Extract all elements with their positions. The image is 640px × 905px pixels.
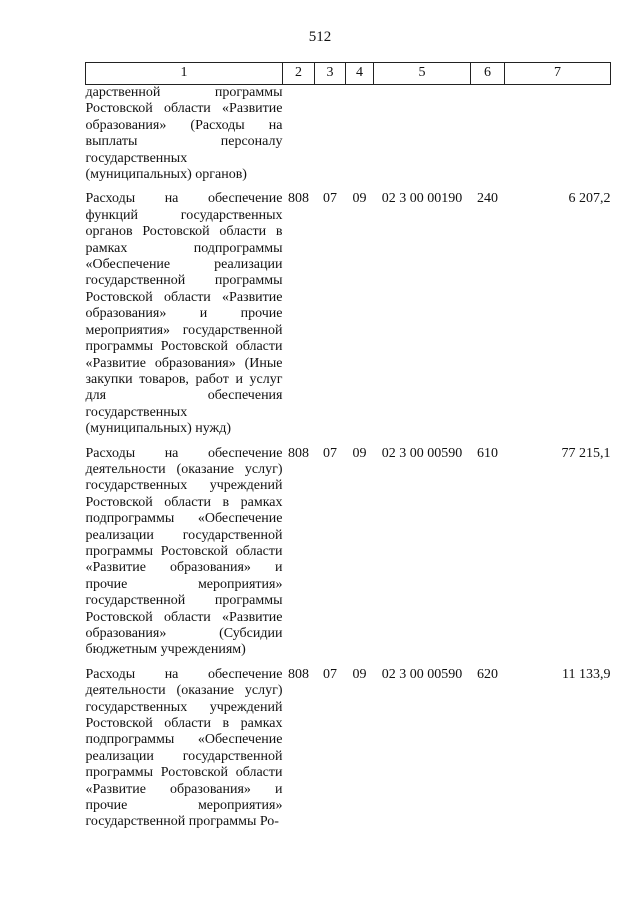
- row-expense-type: 620: [477, 666, 498, 682]
- row-amount: 6 207,2: [568, 191, 611, 207]
- row-description: Расходы на обеспечение деятельности (оказание услуг) государственных учреждений Ростовской области в рамках подпрограммы «Обеспечение реализации государственной программы Ростовской области «Развитие образования» и прочие мероприятия» государственной программы Ро-: [85, 666, 283, 830]
- column-header-subsection: 4: [346, 63, 374, 85]
- row-section: 07: [323, 666, 337, 682]
- row-amount: [505, 85, 611, 184]
- column-header-expense-type: 6: [471, 63, 505, 85]
- table-row: [86, 191, 611, 437]
- row-spacer: [86, 183, 611, 191]
- row-section: 07: [323, 191, 337, 207]
- row-amount: 77 215,1: [561, 445, 611, 461]
- table-header-row: [86, 63, 611, 85]
- table-row: [86, 446, 611, 659]
- row-ministry: 808: [288, 445, 309, 461]
- row-description: Расходы на обеспечение функций государственных органов Ростовской области в рамках подпрограммы «Обеспечение реализации государственной программы Ростовской области «Развитие образования» и прочие мероприятия» государственной программы Ростовской области «Развитие образования» (Иные закупки товаров, работ и услуг для обеспечения государственных (муниципальных) нужд): [85, 191, 283, 437]
- row-ministry: 808: [288, 666, 309, 682]
- row-subsection: 09: [352, 191, 367, 207]
- row-expense-type: 610: [477, 445, 498, 461]
- row-section: [315, 85, 346, 184]
- row-expense-type: 240: [477, 191, 498, 207]
- row-subsection: 09: [352, 666, 367, 682]
- table-row: [86, 667, 611, 831]
- column-header-section: 3: [315, 63, 346, 85]
- row-description: дарственной программы Ростовской области «Развитие образования» (Расходы на выплаты персоналу государственных (муниципальных) органов): [85, 85, 283, 183]
- row-target: 02 3 00 00590: [381, 445, 463, 461]
- row-ministry: 808: [288, 191, 309, 207]
- row-spacer: [86, 659, 611, 667]
- row-subsection: [346, 85, 374, 184]
- row-description: Расходы на обеспечение деятельности (оказание услуг) государственных учреждений Ростовской области в рамках подпрограммы «Обеспечение реализации государственной программы Ростовской области «Развитие образования» и прочие мероприятия» государственной программы Ростовской области «Развитие образования» (Субсидии бюджетным учреждениям): [85, 445, 283, 658]
- budget-table: [85, 62, 611, 831]
- row-subsection: 09: [352, 445, 367, 461]
- row-section: 07: [323, 445, 337, 461]
- page-number: 512: [308, 29, 332, 45]
- row-amount: 11 133,9: [562, 666, 611, 682]
- table-row: [86, 85, 611, 184]
- row-ministry: [283, 85, 315, 184]
- column-header-amount: 7: [505, 63, 611, 85]
- row-spacer: [86, 438, 611, 446]
- row-target: [374, 85, 471, 184]
- column-header-description: 1: [86, 63, 283, 85]
- row-expense-type: [471, 85, 505, 184]
- column-header-ministry: 2: [283, 63, 315, 85]
- row-target: 02 3 00 00190: [381, 191, 463, 207]
- column-header-target: 5: [374, 63, 471, 85]
- row-target: 02 3 00 00590: [381, 666, 463, 682]
